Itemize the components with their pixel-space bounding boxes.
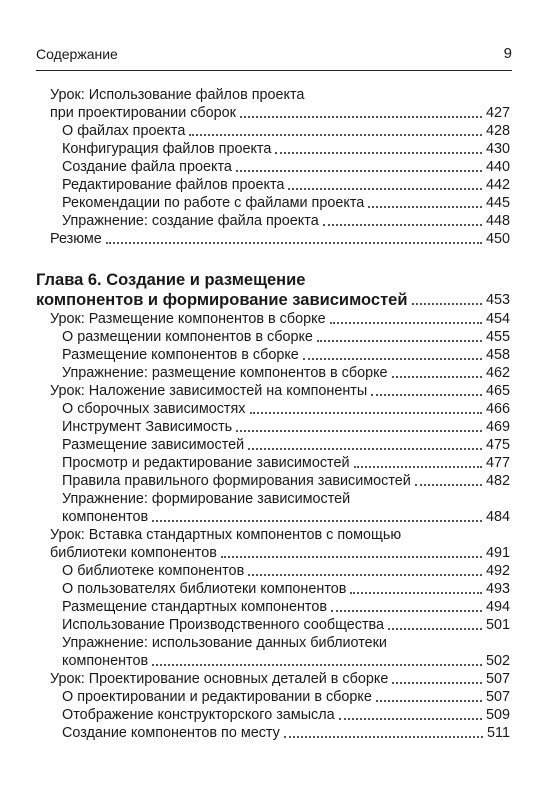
toc-entry-page: 501: [485, 617, 510, 633]
dot-leader: [392, 376, 482, 378]
toc-entry-row: [50, 670, 510, 688]
toc-entry-title: Упражнение: размещение компонентов в сборке: [62, 365, 388, 381]
toc-entry-row: [50, 382, 510, 400]
toc-entry-row: [62, 454, 510, 472]
toc-entry-title: Конфигурация файлов проекта: [62, 141, 272, 157]
dot-leader: [371, 394, 482, 396]
dot-leader: [284, 736, 483, 738]
toc-entry-page: 469: [485, 419, 510, 435]
toc-entry-page: 448: [485, 213, 510, 229]
header-title: Содержание: [36, 46, 118, 62]
toc-entry-page: 455: [485, 329, 510, 345]
toc-entry-row: [62, 194, 510, 212]
toc-entry-title: библиотеки компонентов: [50, 545, 217, 561]
dot-leader: [236, 170, 482, 172]
toc-entry-title: Урок: Проектирование основных деталей в сборке: [50, 671, 389, 687]
toc-entry-page: 491: [485, 545, 510, 561]
dot-leader: [388, 628, 482, 630]
toc-entry[interactable]: [36, 436, 510, 454]
toc-entry-row: [62, 364, 510, 382]
toc-entry-row: [62, 122, 510, 140]
dot-leader: [415, 484, 482, 486]
toc-entry[interactable]: [36, 140, 510, 158]
chapter-entry[interactable]: [36, 290, 510, 310]
toc-entry[interactable]: [36, 328, 510, 346]
toc-entry[interactable]: [36, 122, 510, 140]
toc-entry[interactable]: [36, 86, 510, 122]
toc-entry-page: 465: [485, 383, 510, 399]
toc-entry-title-line: Упражнение: использование данных библиотеки: [62, 635, 387, 651]
toc-entry-page: 494: [485, 599, 510, 615]
toc-entry-title: О пользователях библиотеки компонентов: [62, 581, 347, 597]
toc-entry[interactable]: [36, 230, 510, 248]
toc-entry-row: [62, 580, 510, 598]
toc-entry-page: 430: [485, 141, 510, 157]
toc-entry-row: [62, 212, 510, 230]
dot-leader: [275, 152, 482, 154]
toc-entry-title: Размещение стандартных компонентов: [62, 599, 327, 615]
toc-entry-page: 440: [485, 159, 510, 175]
dot-leader: [303, 358, 482, 360]
toc-entry-title-line: Урок: Использование файлов проекта: [50, 87, 305, 103]
toc-entry-page: 509: [485, 707, 510, 723]
toc-entry-row: [62, 472, 510, 490]
toc-entry[interactable]: [36, 346, 510, 364]
dot-leader: [376, 700, 482, 702]
dot-leader: [288, 188, 482, 190]
toc-chapter-entries: [36, 310, 510, 742]
toc-entry-title: Размещение зависимостей: [62, 437, 245, 453]
table-of-contents: [36, 86, 510, 742]
dot-leader: [354, 466, 482, 468]
chapter-heading: [36, 270, 510, 290]
toc-entry-title: Просмотр и редактирование зависимостей: [62, 455, 350, 471]
toc-entry-title: Создание компонентов по месту: [62, 725, 280, 741]
toc-entry[interactable]: [36, 158, 510, 176]
chapter-title-line2: компонентов и формирование зависимостей: [36, 291, 408, 309]
toc-entry-row: [50, 310, 510, 328]
dot-leader: [236, 430, 482, 432]
toc-entry-page: 445: [485, 195, 510, 211]
toc-entry-page: 511: [487, 725, 510, 741]
dot-leader: [331, 610, 482, 612]
dot-leader: [152, 664, 482, 666]
toc-entry-row: [62, 176, 510, 194]
dot-leader: [152, 520, 482, 522]
toc-entry-row: [62, 418, 510, 436]
toc-entry-page: 454: [485, 311, 510, 327]
dot-leader: [189, 134, 482, 136]
toc-entry[interactable]: [36, 724, 510, 742]
toc-entry-page: 462: [485, 365, 510, 381]
toc-entry-row: [62, 652, 510, 670]
toc-entry-page: 482: [485, 473, 510, 489]
toc-entry-page: 477: [485, 455, 510, 471]
toc-entry-row: [62, 688, 510, 706]
toc-entry[interactable]: [36, 562, 510, 580]
toc-entry[interactable]: [36, 382, 510, 400]
toc-entry-row: [62, 158, 510, 176]
toc-entry-page: 507: [485, 671, 510, 687]
dot-leader: [106, 242, 482, 244]
toc-entry-page: 442: [485, 177, 510, 193]
toc-entry-title: компонентов: [62, 509, 149, 525]
toc-entry[interactable]: [36, 310, 510, 328]
toc-entry-row: [62, 140, 510, 158]
toc-entry-row: [50, 230, 510, 248]
toc-entry-title: Урок: Размещение компонентов в сборке: [50, 311, 326, 327]
toc-entry-row: [50, 544, 510, 562]
toc-entry-title: Урок: Наложение зависимостей на компоненты: [50, 383, 368, 399]
toc-entry-page: 466: [485, 401, 510, 417]
dot-leader: [248, 574, 482, 576]
chapter-title-line1: Глава 6. Создание и размещение: [36, 271, 306, 289]
toc-entry-row: [50, 104, 510, 122]
toc-entry-title-line: Упражнение: формирование зависимостей: [62, 491, 351, 507]
toc-entry[interactable]: [36, 472, 510, 490]
toc-entry-row: [62, 724, 510, 742]
toc-entry[interactable]: [36, 688, 510, 706]
toc-entry-page: 492: [485, 563, 510, 579]
dot-leader: [330, 322, 482, 324]
toc-entry-title: О размещении компонентов в сборке: [62, 329, 313, 345]
toc-entry[interactable]: [36, 706, 510, 724]
toc-entry-title: Инструмент Зависимость: [62, 419, 233, 435]
toc-entry[interactable]: [36, 400, 510, 418]
toc-entry[interactable]: [36, 364, 510, 382]
toc-entry-row: [62, 346, 510, 364]
dot-leader: [368, 206, 482, 208]
page-number: 9: [503, 45, 512, 62]
toc-entry-page: 427: [485, 105, 510, 121]
toc-entry[interactable]: [36, 580, 510, 598]
toc-entry[interactable]: [36, 598, 510, 616]
toc-entry-title: Правила правильного формирования зависимостей: [62, 473, 411, 489]
toc-entry[interactable]: [36, 212, 510, 230]
toc-entry-title: Использование Производственного сообщества: [62, 617, 385, 633]
toc-entry[interactable]: [36, 616, 510, 634]
dot-leader: [339, 718, 482, 720]
toc-entry-page: 484: [485, 509, 510, 525]
toc-entry-page: 475: [485, 437, 510, 453]
toc-entry-row: [62, 328, 510, 346]
chapter-page: 453: [485, 292, 510, 308]
toc-entry-title: О проектировании и редактировании в сборке: [62, 689, 372, 705]
dot-leader: [350, 592, 482, 594]
toc-entry[interactable]: [36, 670, 510, 688]
toc-entry-title: О файлах проекта: [62, 123, 186, 139]
toc-entry-row: [62, 400, 510, 418]
toc-entry[interactable]: [36, 634, 510, 670]
toc-entry-row: [62, 562, 510, 580]
running-header: [36, 40, 512, 71]
toc-entry-title: компонентов: [62, 653, 149, 669]
toc-entry-title-line: Урок: Вставка стандартных компонентов с помощью: [50, 527, 402, 543]
toc-entry-title: Размещение компонентов в сборке: [62, 347, 299, 363]
dot-leader: [248, 448, 482, 450]
toc-entry-title: Создание файла проекта: [62, 159, 232, 175]
dot-leader: [240, 116, 482, 118]
toc-entry[interactable]: [36, 176, 510, 194]
toc-entry-page: 493: [485, 581, 510, 597]
toc-entry-page: 507: [485, 689, 510, 705]
toc-entry[interactable]: [36, 454, 510, 472]
toc-top-section: [36, 86, 510, 248]
toc-entry-page: 428: [485, 123, 510, 139]
toc-entry-page: 450: [485, 231, 510, 247]
toc-entry[interactable]: [36, 490, 510, 526]
toc-entry-page: 502: [485, 653, 510, 669]
dot-leader: [392, 682, 482, 684]
toc-entry-title: Отображение конструкторского замысла: [62, 707, 335, 723]
dot-leader: [412, 303, 482, 305]
dot-leader: [250, 412, 482, 414]
dot-leader: [323, 224, 482, 226]
toc-entry-row: [62, 598, 510, 616]
toc-entry[interactable]: [36, 194, 510, 212]
toc-entry[interactable]: [36, 526, 510, 562]
toc-entry-page: 458: [485, 347, 510, 363]
toc-entry-title: Редактирование файлов проекта: [62, 177, 285, 193]
toc-entry-row: [62, 436, 510, 454]
dot-leader: [317, 340, 482, 342]
toc-entry-title: Рекомендации по работе с файлами проекта: [62, 195, 365, 211]
toc-entry-row: [62, 508, 510, 526]
dot-leader: [221, 556, 482, 558]
toc-entry[interactable]: [36, 418, 510, 436]
toc-entry-row: [62, 616, 510, 634]
toc-entry-row: [62, 706, 510, 724]
toc-entry-title: О библиотеке компонентов: [62, 563, 245, 579]
toc-entry-title: Упражнение: создание файла проекта: [62, 213, 319, 229]
toc-entry-title: Резюме: [50, 231, 102, 247]
toc-entry-title: О сборочных зависимостях: [62, 401, 246, 417]
toc-entry-title: при проектировании сборок: [50, 105, 236, 121]
